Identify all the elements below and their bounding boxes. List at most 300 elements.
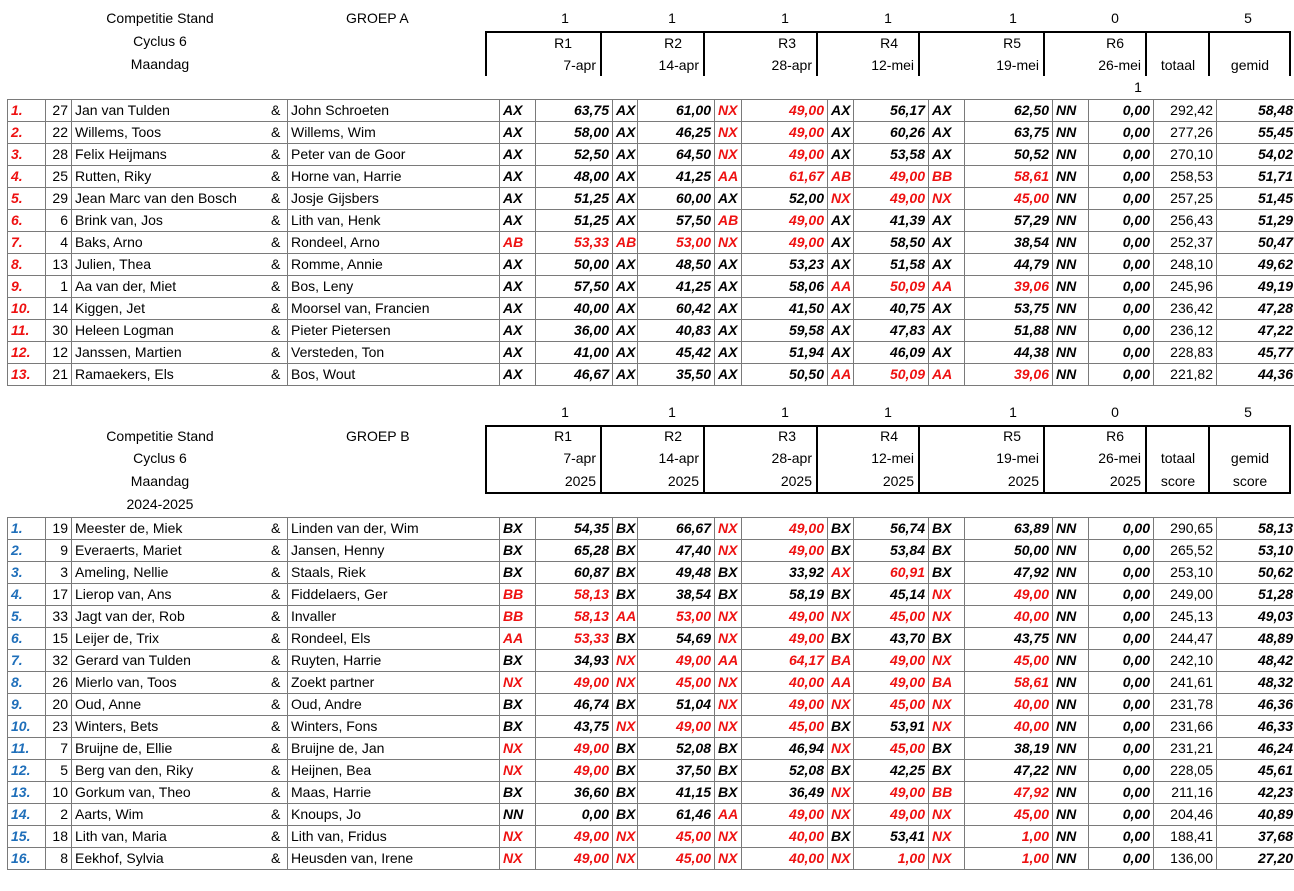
score-cell: 57,50 xyxy=(536,276,613,298)
score-cell: 40,75 xyxy=(854,298,929,320)
ampersand-cell: & xyxy=(268,628,288,650)
player2-cell: Invaller xyxy=(288,606,500,628)
score-cell: 45,00 xyxy=(638,672,715,694)
score-cell: 49,00 xyxy=(854,188,929,210)
line-cell: BX xyxy=(613,694,638,716)
score-cell: 44,38 xyxy=(965,342,1053,364)
score-cell: 0,00 xyxy=(1089,584,1154,606)
line-cell: AA xyxy=(929,276,965,298)
rank-cell: 5. xyxy=(8,188,46,210)
score-cell: 1,00 xyxy=(965,848,1053,870)
score-cell: 51,25 xyxy=(536,188,613,210)
multiplier-total: 5 xyxy=(1244,404,1252,420)
line-cell: AX xyxy=(500,276,536,298)
player1-cell: Jean Marc van den Bosch xyxy=(72,188,268,210)
player2-cell: Heijnen, Bea xyxy=(288,760,500,782)
group-label: GROEP B xyxy=(346,428,410,444)
line-cell: NN xyxy=(1053,518,1089,540)
pair-number-cell: 10 xyxy=(46,782,72,804)
player1-cell: Eekhof, Sylvia xyxy=(72,848,268,870)
average-cell: 42,23 xyxy=(1217,782,1294,804)
ampersand-cell: & xyxy=(268,826,288,848)
score-cell: 0,00 xyxy=(1089,694,1154,716)
average-cell: 44,36 xyxy=(1217,364,1294,386)
date-r1: 7-apr xyxy=(563,57,596,73)
score-cell: 51,25 xyxy=(536,210,613,232)
score-cell: 51,04 xyxy=(638,694,715,716)
year-r4: 2025 xyxy=(882,473,914,489)
score-cell: 0,00 xyxy=(1089,254,1154,276)
ampersand-cell: & xyxy=(268,342,288,364)
rank-cell: 11. xyxy=(8,738,46,760)
score-cell: 36,60 xyxy=(536,782,613,804)
round-r2: R2 xyxy=(664,35,682,51)
line-cell: BX xyxy=(500,650,536,672)
average-cell: 51,71 xyxy=(1217,166,1294,188)
table-row xyxy=(8,716,1294,738)
line-cell: AB xyxy=(613,232,638,254)
line-cell: AX xyxy=(715,342,742,364)
pair-number-cell: 5 xyxy=(46,760,72,782)
player1-cell: Lierop van, Ans xyxy=(72,584,268,606)
line-cell: NX xyxy=(715,716,742,738)
rank-cell: 10. xyxy=(8,298,46,320)
score-cell: 0,00 xyxy=(1089,540,1154,562)
total-cell: 136,00 xyxy=(1154,848,1217,870)
ampersand-cell: & xyxy=(268,298,288,320)
average-cell: 51,29 xyxy=(1217,210,1294,232)
score-cell: 37,50 xyxy=(638,760,715,782)
line-cell: NX xyxy=(715,628,742,650)
score-cell: 49,00 xyxy=(742,606,828,628)
score-cell: 60,91 xyxy=(854,562,929,584)
line-cell: AX xyxy=(613,320,638,342)
score-cell: 58,13 xyxy=(536,584,613,606)
line-cell: NN xyxy=(1053,716,1089,738)
player2-cell: Rondeel, Arno xyxy=(288,232,500,254)
line-cell: BX xyxy=(613,518,638,540)
multiplier-r4: 1 xyxy=(884,10,892,26)
player2-cell: Versteden, Ton xyxy=(288,342,500,364)
average-cell: 50,62 xyxy=(1217,562,1294,584)
score-cell: 49,00 xyxy=(742,540,828,562)
average-cell: 49,03 xyxy=(1217,606,1294,628)
player2-cell: Linden van der, Wim xyxy=(288,518,500,540)
total-cell: 231,78 xyxy=(1154,694,1217,716)
pair-number-cell: 6 xyxy=(46,210,72,232)
line-cell: NX xyxy=(613,848,638,870)
player1-cell: Gorkum van, Theo xyxy=(72,782,268,804)
score-cell: 61,67 xyxy=(742,166,828,188)
score-cell: 0,00 xyxy=(1089,848,1154,870)
line-cell: NN xyxy=(1053,540,1089,562)
average-cell: 53,10 xyxy=(1217,540,1294,562)
multiplier-r3: 1 xyxy=(781,404,789,420)
line-cell: NN xyxy=(1053,848,1089,870)
player2-cell: Fiddelaers, Ger xyxy=(288,584,500,606)
line-cell: NN xyxy=(1053,254,1089,276)
score-cell: 45,14 xyxy=(854,584,929,606)
round-r3: R3 xyxy=(778,428,796,444)
line-cell: AX xyxy=(500,364,536,386)
player2-cell: Pieter Pietersen xyxy=(288,320,500,342)
pair-number-cell: 25 xyxy=(46,166,72,188)
table-row xyxy=(8,210,1294,232)
line-cell: NX xyxy=(715,144,742,166)
multiplier-r3: 1 xyxy=(781,10,789,26)
score-cell: 40,00 xyxy=(742,826,828,848)
divider xyxy=(703,31,705,76)
score-cell: 49,00 xyxy=(742,628,828,650)
line-cell: BB xyxy=(929,166,965,188)
line-cell: AX xyxy=(500,320,536,342)
line-cell: NX xyxy=(929,848,965,870)
score-cell: 41,25 xyxy=(638,166,715,188)
score-cell: 46,67 xyxy=(536,364,613,386)
table-row xyxy=(8,254,1294,276)
player2-cell: Knoups, Jo xyxy=(288,804,500,826)
score-cell: 58,50 xyxy=(854,232,929,254)
average-cell: 45,77 xyxy=(1217,342,1294,364)
line-cell: NN xyxy=(1053,584,1089,606)
average-cell: 37,68 xyxy=(1217,826,1294,848)
ampersand-cell: & xyxy=(268,276,288,298)
score-cell: 53,00 xyxy=(638,606,715,628)
line-cell: NX xyxy=(715,540,742,562)
player1-cell: Ameling, Nellie xyxy=(72,562,268,584)
score-cell: 58,06 xyxy=(742,276,828,298)
line-cell: AX xyxy=(828,232,854,254)
score-cell: 40,00 xyxy=(742,672,828,694)
score-cell: 50,09 xyxy=(854,276,929,298)
date-r3: 28-apr xyxy=(771,57,812,73)
col-totaal: totaal xyxy=(1160,57,1196,73)
rank-cell: 3. xyxy=(8,144,46,166)
line-cell: AA xyxy=(828,672,854,694)
score-cell: 44,79 xyxy=(965,254,1053,276)
line-cell: AX xyxy=(715,364,742,386)
player2-cell: Staals, Riek xyxy=(288,562,500,584)
total-cell: 248,10 xyxy=(1154,254,1217,276)
line-cell: NX xyxy=(828,188,854,210)
total-cell: 249,00 xyxy=(1154,584,1217,606)
player1-cell: Felix Heijmans xyxy=(72,144,268,166)
table-row xyxy=(8,320,1294,342)
score-cell: 33,92 xyxy=(742,562,828,584)
score-cell: 0,00 xyxy=(1089,518,1154,540)
score-cell: 49,00 xyxy=(854,672,929,694)
rank-cell: 9. xyxy=(8,694,46,716)
line-cell: NX xyxy=(929,650,965,672)
player2-cell: Winters, Fons xyxy=(288,716,500,738)
table-row xyxy=(8,122,1294,144)
rank-cell: 15. xyxy=(8,826,46,848)
line-cell: NN xyxy=(1053,320,1089,342)
pair-number-cell: 22 xyxy=(46,122,72,144)
score-cell: 0,00 xyxy=(1089,144,1154,166)
year-r3: 2025 xyxy=(780,473,812,489)
score-cell: 36,49 xyxy=(742,782,828,804)
average-cell: 51,28 xyxy=(1217,584,1294,606)
player2-cell: Lith van, Fridus xyxy=(288,826,500,848)
total-cell: 270,10 xyxy=(1154,144,1217,166)
ampersand-cell: & xyxy=(268,320,288,342)
average-cell: 27,20 xyxy=(1217,848,1294,870)
rank-cell: 13. xyxy=(8,364,46,386)
line-cell: AX xyxy=(500,122,536,144)
score-cell: 48,50 xyxy=(638,254,715,276)
player1-cell: Leijer de, Trix xyxy=(72,628,268,650)
pair-number-cell: 21 xyxy=(46,364,72,386)
total-cell: 231,21 xyxy=(1154,738,1217,760)
line-cell: BX xyxy=(500,694,536,716)
pair-number-cell: 32 xyxy=(46,650,72,672)
score-cell: 48,00 xyxy=(536,166,613,188)
score-cell: 57,50 xyxy=(638,210,715,232)
line-cell: AX xyxy=(613,276,638,298)
score-cell: 50,52 xyxy=(965,144,1053,166)
line-cell: BX xyxy=(500,518,536,540)
rank-cell: 13. xyxy=(8,782,46,804)
line-cell: BX xyxy=(715,584,742,606)
score-cell: 54,69 xyxy=(638,628,715,650)
score-cell: 58,13 xyxy=(536,606,613,628)
score-cell: 0,00 xyxy=(1089,342,1154,364)
multiplier-r5: 1 xyxy=(1009,404,1017,420)
year-r6: 2025 xyxy=(1109,473,1141,489)
average-cell: 50,47 xyxy=(1217,232,1294,254)
table-row xyxy=(8,782,1294,804)
round-r2: R2 xyxy=(664,428,682,444)
table-row xyxy=(8,276,1294,298)
score-cell: 0,00 xyxy=(1089,122,1154,144)
line-cell: BX xyxy=(929,540,965,562)
score-cell: 0,00 xyxy=(1089,562,1154,584)
line-cell: AX xyxy=(929,144,965,166)
line-cell: NN xyxy=(1053,122,1089,144)
player1-cell: Winters, Bets xyxy=(72,716,268,738)
rank-cell: 2. xyxy=(8,122,46,144)
score-cell: 46,25 xyxy=(638,122,715,144)
line-cell: NN xyxy=(1053,672,1089,694)
round-r5: R5 xyxy=(1003,35,1021,51)
line-cell: NN xyxy=(1053,606,1089,628)
rank-cell: 9. xyxy=(8,276,46,298)
line-cell: NN xyxy=(1053,694,1089,716)
player1-cell: Kiggen, Jet xyxy=(72,298,268,320)
pair-number-cell: 4 xyxy=(46,232,72,254)
average-cell: 58,48 xyxy=(1217,100,1294,122)
score-cell: 64,17 xyxy=(742,650,828,672)
score-cell: 46,94 xyxy=(742,738,828,760)
line-cell: AB xyxy=(500,232,536,254)
round-r4: R4 xyxy=(880,35,898,51)
round-r6: R6 xyxy=(1106,428,1124,444)
score-cell: 49,00 xyxy=(742,210,828,232)
average-cell: 55,45 xyxy=(1217,122,1294,144)
round-r5: R5 xyxy=(1003,428,1021,444)
line-cell: NX xyxy=(929,584,965,606)
line-cell: NN xyxy=(1053,628,1089,650)
ampersand-cell: & xyxy=(268,848,288,870)
line-cell: AA xyxy=(715,166,742,188)
score-cell: 0,00 xyxy=(1089,760,1154,782)
pair-number-cell: 26 xyxy=(46,672,72,694)
line-cell: AX xyxy=(613,364,638,386)
rank-cell: 12. xyxy=(8,760,46,782)
score-cell: 61,00 xyxy=(638,100,715,122)
score-cell: 53,00 xyxy=(638,232,715,254)
rank-cell: 4. xyxy=(8,166,46,188)
score-cell: 66,67 xyxy=(638,518,715,540)
line-cell: NX xyxy=(929,606,965,628)
player1-cell: Willems, Toos xyxy=(72,122,268,144)
score-cell: 0,00 xyxy=(1089,100,1154,122)
rank-cell: 5. xyxy=(8,606,46,628)
player2-cell: Zoekt partner xyxy=(288,672,500,694)
table-row xyxy=(8,144,1294,166)
line-cell: NX xyxy=(715,694,742,716)
col-totaal: totaal xyxy=(1160,450,1196,466)
score-cell: 40,00 xyxy=(536,298,613,320)
score-cell: 43,75 xyxy=(965,628,1053,650)
score-cell: 49,00 xyxy=(854,804,929,826)
score-cell: 38,54 xyxy=(965,232,1053,254)
header-top-border xyxy=(485,31,1291,33)
round-r6: R6 xyxy=(1106,35,1124,51)
score-cell: 49,00 xyxy=(965,584,1053,606)
line-cell: NN xyxy=(1053,804,1089,826)
player2-cell: Ruyten, Harrie xyxy=(288,650,500,672)
score-cell: 49,00 xyxy=(854,166,929,188)
table-row xyxy=(8,342,1294,364)
line-cell: AX xyxy=(500,342,536,364)
pair-number-cell: 9 xyxy=(46,540,72,562)
line-cell: NN xyxy=(1053,210,1089,232)
date-r3: 28-apr xyxy=(771,450,812,466)
multiplier-r2: 1 xyxy=(668,10,676,26)
average-cell: 49,62 xyxy=(1217,254,1294,276)
rank-cell: 2. xyxy=(8,540,46,562)
multiplier-r4: 1 xyxy=(884,404,892,420)
multiplier-r1: 1 xyxy=(561,10,569,26)
line-cell: NX xyxy=(613,716,638,738)
line-cell: AX xyxy=(715,298,742,320)
score-cell: 47,83 xyxy=(854,320,929,342)
score-cell: 35,50 xyxy=(638,364,715,386)
player2-cell: Heusden van, Irene xyxy=(288,848,500,870)
pair-number-cell: 2 xyxy=(46,804,72,826)
pair-number-cell: 8 xyxy=(46,848,72,870)
group-a-table xyxy=(7,99,1294,386)
line-cell: BB xyxy=(500,606,536,628)
score-cell: 50,00 xyxy=(536,254,613,276)
score-cell: 0,00 xyxy=(1089,210,1154,232)
pair-number-cell: 17 xyxy=(46,584,72,606)
score-cell: 52,50 xyxy=(536,144,613,166)
score-cell: 49,00 xyxy=(854,650,929,672)
pair-number-cell: 18 xyxy=(46,826,72,848)
title-line-3: Maandag xyxy=(130,473,190,489)
score-cell: 50,50 xyxy=(742,364,828,386)
score-cell: 58,00 xyxy=(536,122,613,144)
divider xyxy=(1289,31,1291,76)
line-cell: NN xyxy=(1053,276,1089,298)
score-cell: 41,00 xyxy=(536,342,613,364)
line-cell: AX xyxy=(828,122,854,144)
score-cell: 58,61 xyxy=(965,166,1053,188)
rank-cell: 11. xyxy=(8,320,46,342)
date-r5: 19-mei xyxy=(996,57,1039,73)
score-cell: 0,00 xyxy=(1089,804,1154,826)
score-cell: 53,23 xyxy=(742,254,828,276)
player1-cell: Baks, Arno xyxy=(72,232,268,254)
table-row xyxy=(8,584,1294,606)
line-cell: BX xyxy=(613,804,638,826)
line-cell: NX xyxy=(500,848,536,870)
player2-cell: Maas, Harrie xyxy=(288,782,500,804)
table-row xyxy=(8,540,1294,562)
line-cell: BA xyxy=(929,672,965,694)
ampersand-cell: & xyxy=(268,738,288,760)
line-cell: BX xyxy=(500,540,536,562)
total-cell: 241,61 xyxy=(1154,672,1217,694)
player1-cell: Jagt van der, Rob xyxy=(72,606,268,628)
score-cell: 45,00 xyxy=(638,848,715,870)
divider xyxy=(485,31,487,76)
score-cell: 49,00 xyxy=(742,804,828,826)
ampersand-cell: & xyxy=(268,166,288,188)
score-cell: 49,00 xyxy=(854,782,929,804)
line-cell: AX xyxy=(715,276,742,298)
line-cell: BX xyxy=(828,628,854,650)
player1-cell: Brink van, Jos xyxy=(72,210,268,232)
line-cell: AX xyxy=(828,320,854,342)
line-cell: NN xyxy=(1053,342,1089,364)
divider xyxy=(816,425,818,494)
line-cell: AX xyxy=(715,188,742,210)
line-cell: NX xyxy=(929,694,965,716)
rank-cell: 8. xyxy=(8,672,46,694)
score-cell: 57,29 xyxy=(965,210,1053,232)
score-cell: 41,15 xyxy=(638,782,715,804)
player1-cell: Heleen Logman xyxy=(72,320,268,342)
table-row xyxy=(8,100,1294,122)
ampersand-cell: & xyxy=(268,232,288,254)
score-cell: 63,89 xyxy=(965,518,1053,540)
multiplier-r6: 0 xyxy=(1111,10,1119,26)
table-row xyxy=(8,672,1294,694)
score-cell: 1,00 xyxy=(854,848,929,870)
table-row xyxy=(8,166,1294,188)
score-cell: 45,00 xyxy=(854,694,929,716)
score-cell: 46,09 xyxy=(854,342,929,364)
score-cell: 45,42 xyxy=(638,342,715,364)
total-cell: 257,25 xyxy=(1154,188,1217,210)
line-cell: AB xyxy=(715,210,742,232)
round-r3: R3 xyxy=(778,35,796,51)
rank-cell: 4. xyxy=(8,584,46,606)
line-cell: BX xyxy=(828,584,854,606)
score-cell: 36,00 xyxy=(536,320,613,342)
line-cell: NN xyxy=(1053,298,1089,320)
line-cell: AX xyxy=(929,122,965,144)
score-cell: 0,00 xyxy=(1089,826,1154,848)
line-cell: NN xyxy=(1053,826,1089,848)
divider xyxy=(1208,31,1210,76)
line-cell: AX xyxy=(929,254,965,276)
line-cell: AX xyxy=(929,342,965,364)
